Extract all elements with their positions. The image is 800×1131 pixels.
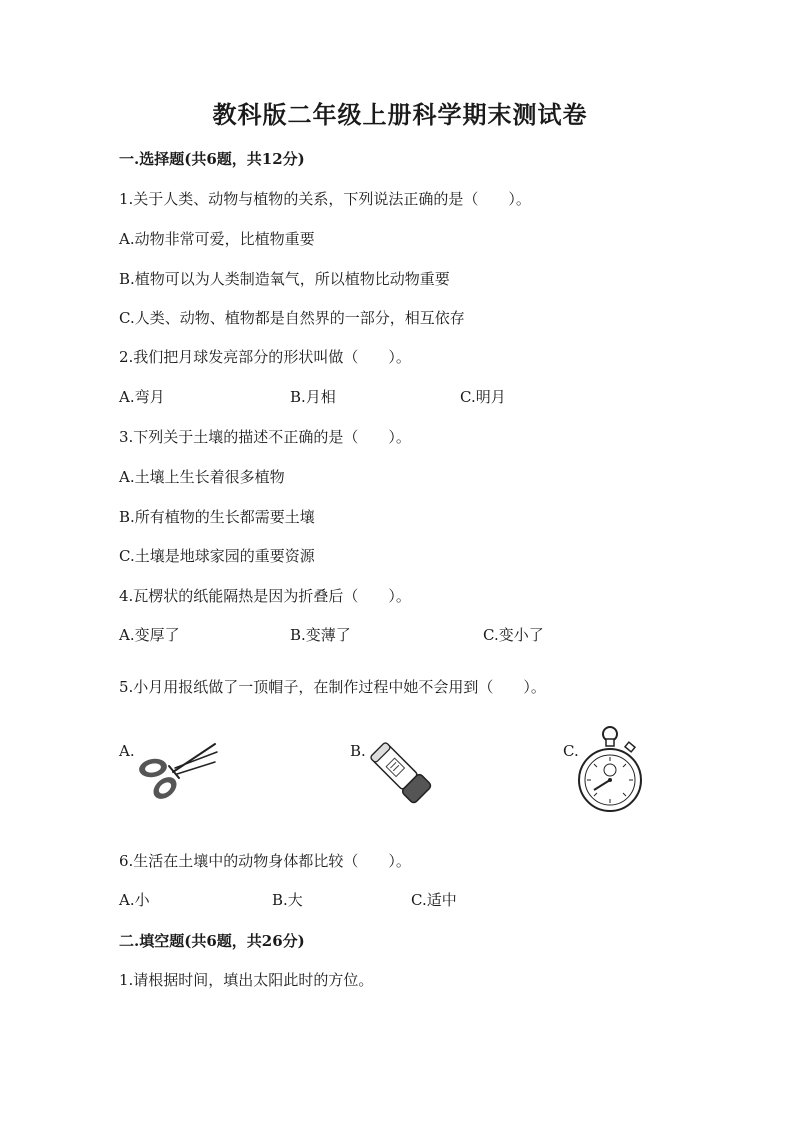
section-heading-fill-in: 二.填空题(共6题，共26分) [119, 932, 305, 950]
page-title: 教科版二年级上册科学期末测试卷 [212, 100, 588, 129]
question-1-option-a: A.动物非常可爱，比植物重要 [119, 230, 315, 248]
question-3-option-a: A.土壤上生长着很多植物 [119, 468, 285, 486]
question-4-stem: 4.瓦楞状的纸能隔热是因为折叠后（ ）。 [119, 587, 411, 605]
question-5-option-a-label: A. [119, 742, 135, 760]
question-3-option-c: C.土壤是地球家园的重要资源 [119, 547, 315, 565]
fill-question-1-stem: 1.请根据时间，填出太阳此时的方位。 [119, 971, 374, 989]
question-5-option-c-label: C. [563, 742, 579, 760]
question-2-option-a: A.弯月 [119, 388, 165, 406]
question-2-option-b: B.月相 [290, 388, 336, 406]
question-6-option-c: C.适中 [411, 891, 457, 909]
question-1-stem: 1.关于人类、动物与植物的关系，下列说法正确的是（ ）。 [119, 190, 531, 208]
question-1-option-c: C.人类、动物、植物都是自然界的一部分，相互依存 [119, 309, 465, 327]
question-4-option-c: C.变小了 [483, 626, 544, 644]
section-heading-choice: 一.选择题(共6题，共12分) [119, 150, 305, 168]
question-6-option-a: A.小 [119, 891, 150, 909]
scissors-icon [135, 738, 220, 806]
stopwatch-icon [576, 724, 644, 816]
question-2-stem: 2.我们把月球发亮部分的形状叫做（ ）。 [119, 348, 411, 366]
question-5-option-b-label: B. [350, 742, 366, 760]
question-4-option-a: A.变厚了 [119, 626, 180, 644]
question-6-option-b: B.大 [272, 891, 303, 909]
question-2-option-c: C.明月 [460, 388, 506, 406]
question-1-option-b: B.植物可以为人类制造氧气，所以植物比动物重要 [119, 270, 450, 288]
question-5-stem: 5.小月用报纸做了一顶帽子，在制作过程中她不会用到（ ）。 [119, 678, 546, 696]
question-3-stem: 3.下列关于土壤的描述不正确的是（ ）。 [119, 428, 411, 446]
glue-stick-icon [364, 736, 439, 811]
question-3-option-b: B.所有植物的生长都需要土壤 [119, 508, 315, 526]
question-4-option-b: B.变薄了 [290, 626, 351, 644]
question-6-stem: 6.生活在土壤中的动物身体都比较（ ）。 [119, 852, 411, 870]
